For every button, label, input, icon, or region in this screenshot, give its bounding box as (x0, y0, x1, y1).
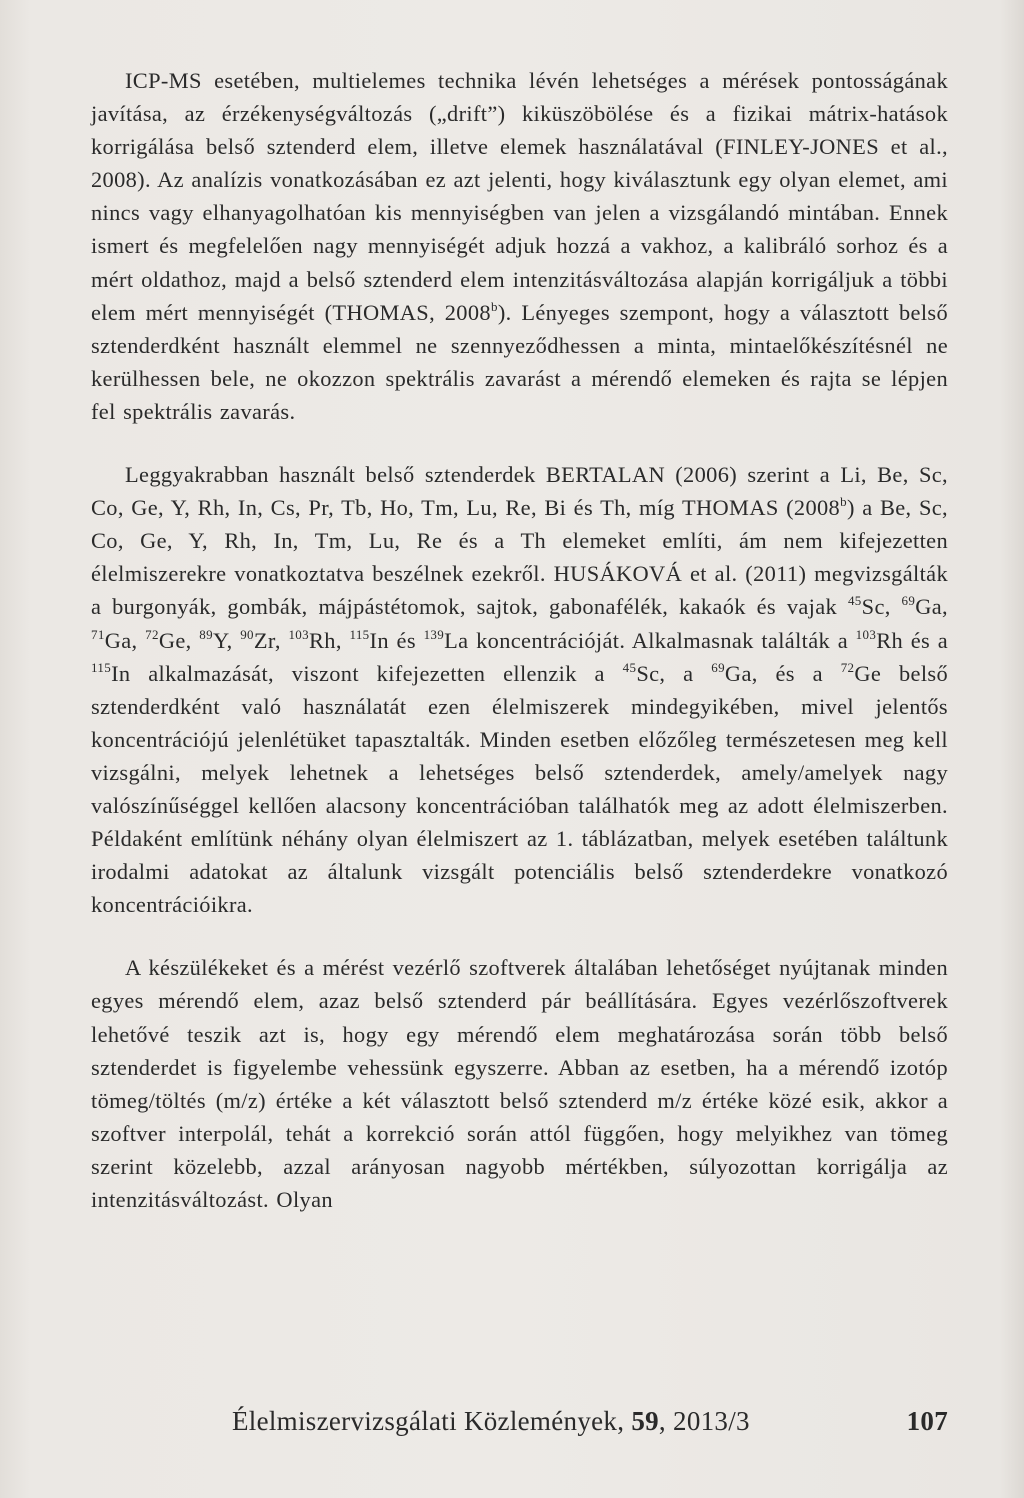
isotope-mass-number: 90 (240, 626, 254, 642)
isotope-mass-number: 72 (145, 626, 159, 642)
paragraph-3: A készülékeket és a mérést vezérlő szoftverek általában lehetőséget nyújtanak minden egyes mérendő elem, azaz belső sztenderd pár beállítására. Egyes vezérlőszoftverek lehetővé teszik azt is, hogy egy mérendő elem meghatározása során több belső sztenderdet is figyelembe vehessünk egyszerre. Abban az esetben, ha a mérendő izotóp tömeg/töltés (m/z) értéke a két választott belső sztenderd m/z értéke közé esik, akkor a szoftver interpolál, tehát a korrekció során attól függően, hogy melyikhez van tömeg szerint közelebb, azzal arányosan nagyobb mértékben, súlyozottan korrigálja az intenzitásváltozást. Olyan (91, 955, 948, 1212)
isotope-mass-number: 71 (91, 626, 105, 642)
isotope-mass-number: 45 (847, 593, 862, 609)
isotope-element: Sc (636, 660, 660, 686)
isotope-following-text: belső sztenderdként való használatát ezen élelmiszerek mindegyikében, mivel jelentős koncentrációjú jelenlétüket tapasztalták. Minden esetben előzőleg természetesen meg kell vizsgálni, melyek lehetnek a lehetséges belső sztenderdek, amely/amelyek nagy valószínűséggel kellően alacsony koncentrációban találhatók meg az adott élelmiszerben. Példaként említünk néhány olyan élelmiszert az 1. táblázatban, melyek esetében találtunk irodalmi adatokat az általunk vizsgált potenciális belső sztenderdekre vonatkozó koncentrációikra. (91, 660, 948, 918)
isotope-element: Rh (876, 627, 904, 653)
isotope-mass-number: 45 (622, 659, 637, 675)
isotope-following-text: alkalmazását, viszont kifejezetten ellenzik a (130, 660, 623, 686)
isotope-mass-number: 69 (711, 659, 725, 675)
isotope-following-text: , a (659, 660, 712, 686)
isotope-mass-number: 72 (840, 659, 855, 675)
isotope-list (91, 594, 948, 917)
isotope-mass-number: 115 (91, 659, 112, 675)
isotope-element: Ge (854, 660, 882, 686)
page-number: 107 (906, 1406, 948, 1436)
isotope-element: Y (212, 627, 227, 653)
isotope-element: Zr (253, 627, 275, 653)
paragraph-2: Leggyakrabban használt belső sztenderdek BERTALAN (2006) szerint a Li, Be, Sc, Co, Ge, Y, Rh, In, Cs, Pr, Tb, Ho, Tm, Lu, Re, Bi és Th, míg THOMAS (2008$^b$) a Be, Sc, Co, Ge, Y, Rh, In, Tm, Lu, Re és a Th elemeket említi, ám nem kifejezetten élelmiszerekre vonatkoztatva beszélnek ezekről. HUSÁKOVÁ et al. (2011) megvizsgálták a burgonyák, gombák, májpástétomok, sajtok, gabonafélék, kakaók és vajak $^{45}$Sc, $^{69}$Ga, $^{71}$Ga, $^{72}$Ge, $^{89}$Y, $^{90}$Zr, $^{103}$Rh, $^{115}$In és $^{139}$La koncentrációját. Alkalmasnak találták a $^{103}$Rh és a $^{115}$In alkalmazását, viszont kifejezetten ellenzik a $^{45}$Sc, a $^{69}$Ga, és a $^{72}$Ge belső sztenderdként való használatát ezen élelmiszerek mindegyikében, mivel jelentős koncentrációjú jelenlétüket tapasztalták. Minden esetben előzőleg természetesen meg kell vizsgálni, melyek lehetnek a lehetséges belső sztenderdek, amely/amelyek nagy valószínűséggel kellően alacsony koncentrációban találhatók meg az adott élelmiszerben. Példaként említünk néhány olyan élelmiszert az 1. táblázatban, melyek esetében találtunk irodalmi adatokat az általunk vizsgált potenciális belső sztenderdekre vonatkozó koncentrációikra. (91, 462, 949, 918)
isotope-mass-number: 89 (199, 626, 213, 642)
isotope-following-text: , (942, 594, 948, 620)
isotope-following-text: koncentrációját. Alkalmasnak találták a (468, 627, 856, 653)
paragraph-1: ICP-MS esetében, multielemes technika lévén lehetséges a mérések pontosságának javítása, az érzékenységváltozás („drift”) kiküszöbölése és a fizikai mátrix-hatások korrigálása belső sztenderd elem, illetve elemek használatával (FINLEY-JONES et al., 2008). Az analízis vonatkozásában ez azt jelenti, hogy kiválasztunk egy olyan elemet, ami nincs vagy elhanyagolhatóan kis mennyiségben van jelen a vizsgálandó mintában. Ennek ismert és megfelelően nagy mennyiségét adjuk hozzá a vakhoz, a kalibráló sorhoz és a mért oldathoz, majd a belső sztenderd elem intenzitásváltozása alapján korrigáljuk a többi elem mért mennyiségét (THOMAS, 2008$^b$). Lényeges szempont, hogy a választott belső sztenderdként használt elemmel ne szennyeződhessen a minta, mintaelőkészítésnél ne kerülhessen bele, ne okozzon spektrális zavarást a mérendő elemeken és rajta se lépjen fel spektrális zavarás. (91, 68, 948, 424)
isotope-mass-number: 115 (349, 626, 370, 642)
isotope-following-text: , és a (751, 660, 841, 686)
isotope-following-text: , (226, 627, 241, 653)
isotope-element: In (369, 627, 389, 653)
isotope-mass-number: 103 (288, 626, 310, 642)
isotope-element: La (444, 627, 469, 653)
isotope-following-text: és (388, 627, 424, 653)
isotope-mass-number: 69 (901, 593, 916, 609)
isotope-mass-number: 103 (855, 626, 877, 642)
isotope-element: Ga (915, 594, 943, 620)
body-text (91, 64, 948, 1216)
isotope-following-text: , (335, 627, 350, 653)
isotope-following-text: , (131, 627, 146, 653)
isotope-element: Ga (104, 627, 132, 653)
isotope-following-text: és a (903, 627, 949, 653)
isotope-element: In (111, 660, 131, 686)
isotope-element: Sc (861, 594, 885, 620)
isotope-following-text: , (884, 594, 902, 620)
isotope-mass-number: 139 (423, 626, 445, 642)
isotope-following-text: , (274, 627, 289, 653)
isotope-element: Rh (309, 627, 336, 653)
journal-citation: Élelmiszervizsgálati Közlemények, 59, 2013/3 (232, 1406, 750, 1436)
isotope-element: Ge (158, 627, 186, 653)
isotope-following-text: , (185, 627, 200, 653)
isotope-element: Ga (724, 660, 752, 686)
